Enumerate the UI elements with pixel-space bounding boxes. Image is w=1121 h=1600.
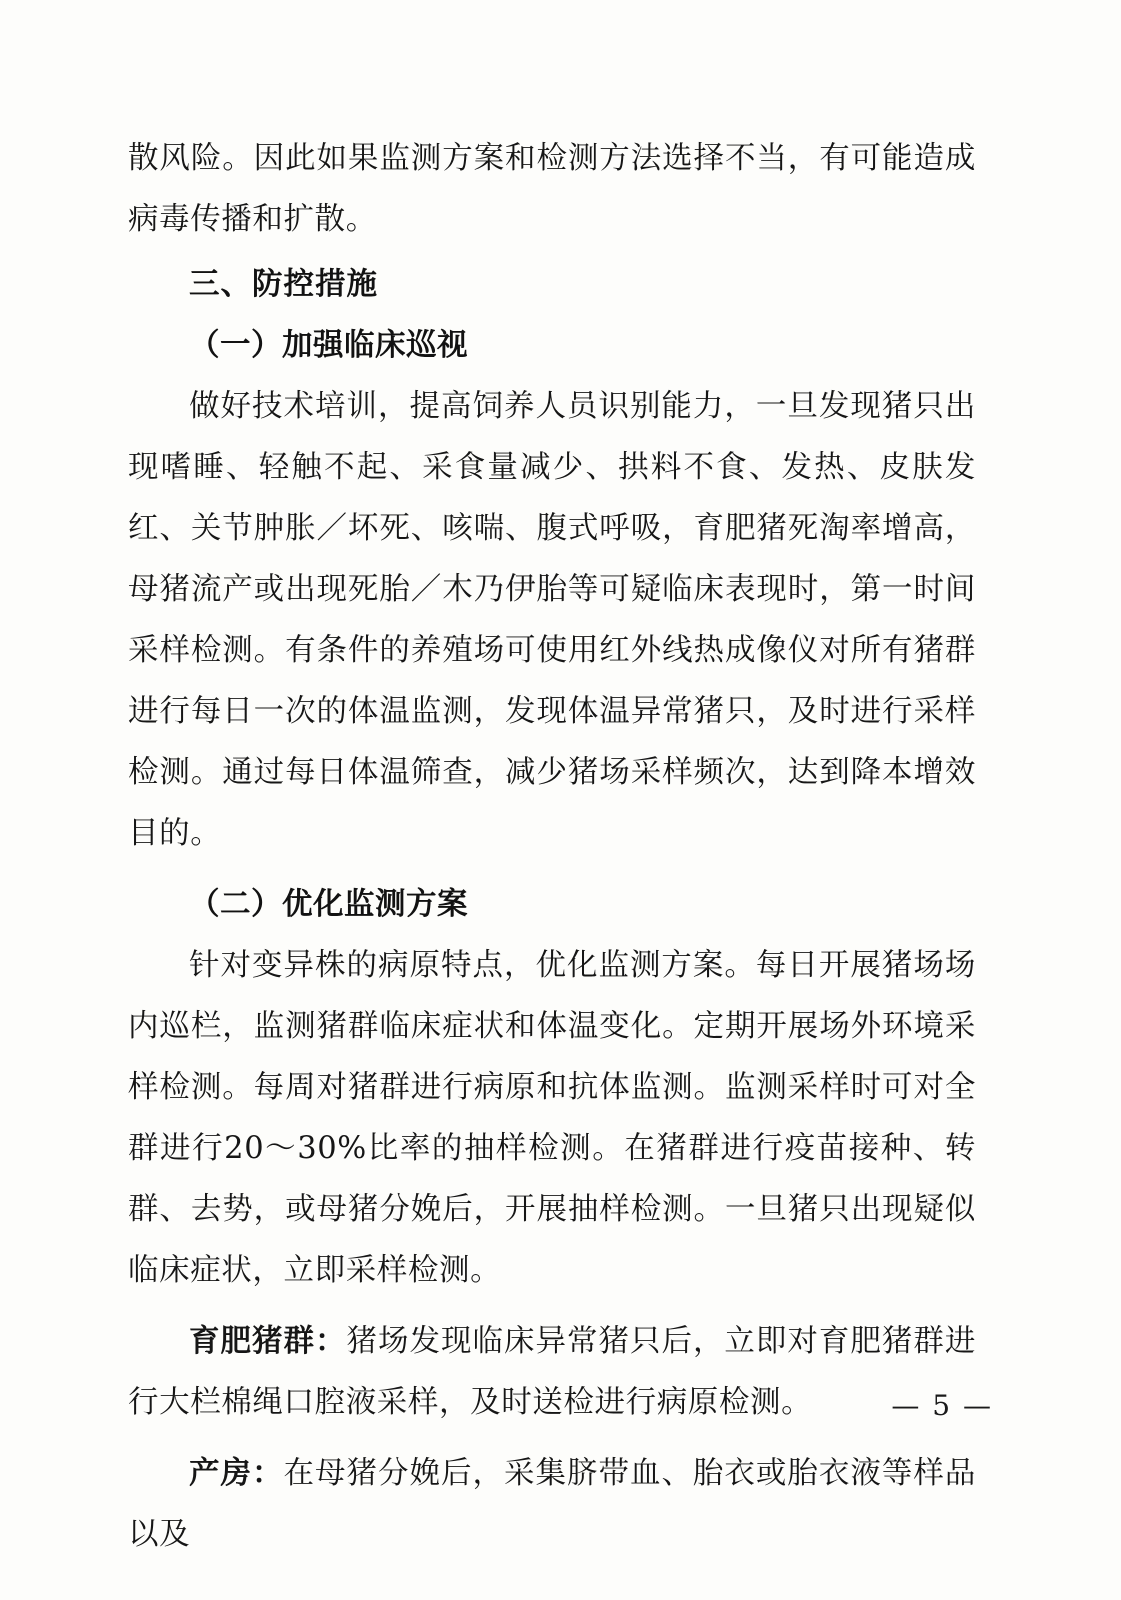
paragraph-fattening-herd <box>128 1311 976 1433</box>
page-number: — 5 — <box>891 1389 993 1422</box>
subsection-heading-one: （一）加强临床巡视 <box>189 327 468 363</box>
paragraph-continued: 散风险。因此如果监测方案和检测方法选择不当，有可能造成病毒传播和扩散。 <box>128 141 976 237</box>
paragraph-monitoring-plan: 针对变异株的病原特点，优化监测方案。每日开展猪场场内巡栏，监测猪群临床症状和体温变化。定期开展场外环境采样检测。每周对猪群进行病原和抗体监测。监测采样时可对全群进行20～30%比率的抽样检测。在猪群进行疫苗接种、转群、去势，或母猪分娩后，开展抽样检测。一旦猪只出现疑似临床症状，立即采样检测。 <box>128 948 976 1288</box>
section-heading: 三、防控措施 <box>189 266 378 302</box>
page-content <box>128 128 976 1565</box>
paragraph-clinical-inspection: 做好技术培训，提高饲养人员识别能力，一旦发现猪只出现嗜睡、轻触不起、采食量减少、拱料不食、发热、皮肤发红、关节肿胀／坏死、咳喘、腹式呼吸，育肥猪死淘率增高，母猪流产或出现死胎／木乃伊胎等可疑临床表现时，第一时间采样检测。有条件的养殖场可使用红外线热成像仪对所有猪群进行每日一次的体温监测，发现体温异常猪只，及时进行采样检测。通过每日体温筛查，减少猪场采样频次，达到降本增效目的。 <box>128 389 976 851</box>
subsection-heading-two: （二）优化监测方案 <box>189 886 468 922</box>
farrowing-room-text: 在母猪分娩后，采集脐带血、胎衣或胎衣液等样品以及 <box>128 1456 976 1552</box>
fattening-herd-text: 猪场发现临床异常猪只后，立即对育肥猪群进行大栏棉绳口腔液采样，及时送检进行病原检测。 <box>128 1324 977 1420</box>
fattening-herd-label: 育肥猪群： <box>189 1323 347 1359</box>
paragraph-farrowing-room <box>128 1443 976 1565</box>
farrowing-room-label: 产房： <box>189 1455 284 1491</box>
